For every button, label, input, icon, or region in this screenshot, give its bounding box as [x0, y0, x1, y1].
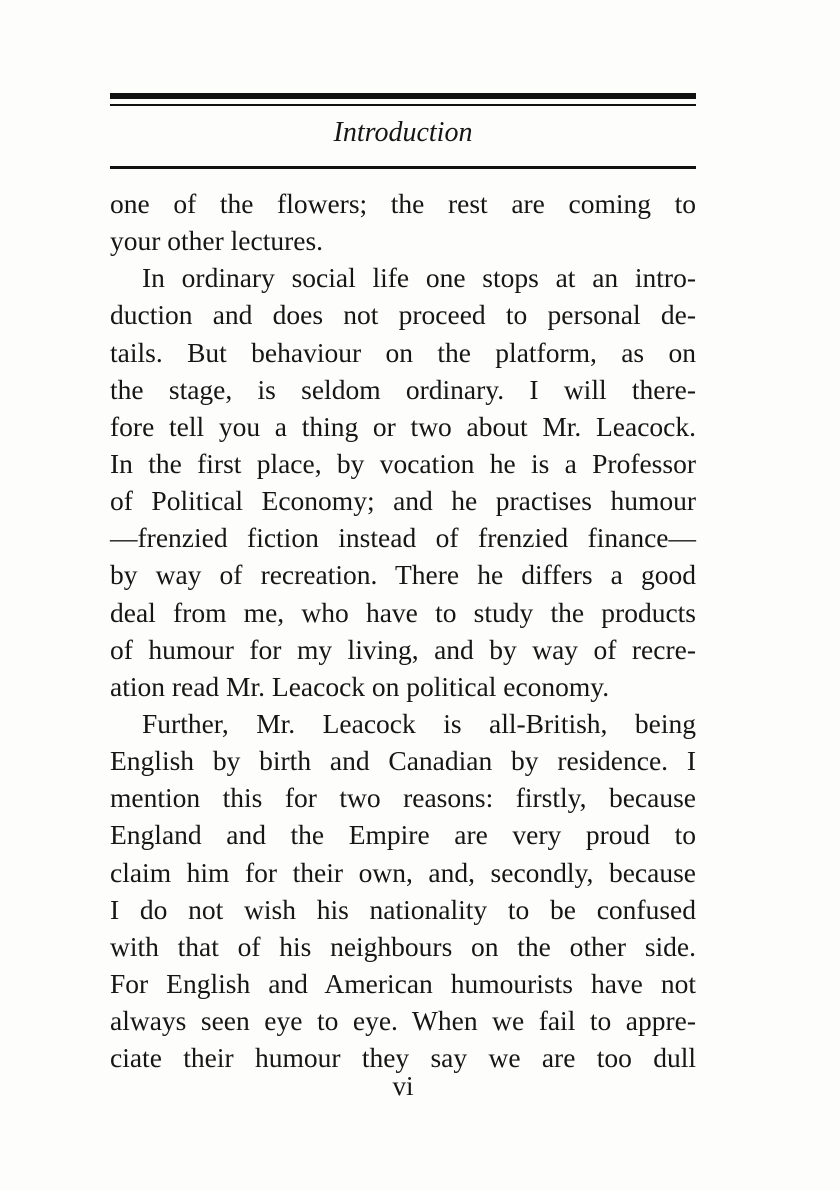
- text-line: your other lectures.: [110, 225, 324, 257]
- text-line: of Political Economy; and he practises humour: [110, 485, 696, 517]
- text-line: English by birth and Canadian by residence. I: [110, 745, 696, 777]
- text-line: the stage, is seldom ordinary. I will there-: [110, 373, 696, 405]
- text-line: In the first place, by vocation he is a Professor: [110, 447, 696, 479]
- text-line: tails. But behaviour on the platform, as on: [110, 336, 696, 368]
- page-number: vi: [392, 1071, 414, 1101]
- text-line: deal from me, who have to study the products: [110, 596, 696, 628]
- text-line: duction and does not proceed to personal de-: [110, 299, 696, 331]
- header-rule-thin: [110, 104, 696, 106]
- text-line: ation read Mr. Leacock on political economy.: [110, 670, 610, 702]
- text-line: ciate their humour they say we are too dull: [110, 1042, 696, 1074]
- text-line: always seen eye to eye. When we fail to appre-: [110, 1005, 696, 1037]
- text-line: Further, Mr. Leacock is all-British, being: [142, 707, 696, 739]
- text-line: by way of recreation. There he differs a good: [110, 559, 696, 591]
- running-header: Introduction: [333, 117, 473, 148]
- header-rule-thick: [110, 93, 696, 99]
- page-body: [110, 185, 696, 1076]
- text-line: For English and American humourists have not: [110, 967, 696, 999]
- text-line: claim him for their own, and, secondly, because: [110, 856, 696, 888]
- text-line: of humour for my living, and by way of recre-: [110, 633, 696, 665]
- text-line: fore tell you a thing or two about Mr. Leacock.: [110, 410, 696, 442]
- text-line: —frenzied fiction instead of frenzied finance—: [110, 522, 696, 554]
- text-line: In ordinary social life one stops at an intro-: [142, 262, 696, 294]
- text-line: mention this for two reasons: firstly, because: [110, 782, 696, 814]
- text-line: one of the flowers; the rest are coming to: [110, 188, 696, 219]
- text-line: with that of his neighbours on the other side.: [110, 930, 696, 962]
- text-line: England and the Empire are very proud to: [110, 819, 696, 851]
- header-rule-bottom: [110, 166, 696, 169]
- text-line: I do not wish his nationality to be confused: [110, 893, 696, 925]
